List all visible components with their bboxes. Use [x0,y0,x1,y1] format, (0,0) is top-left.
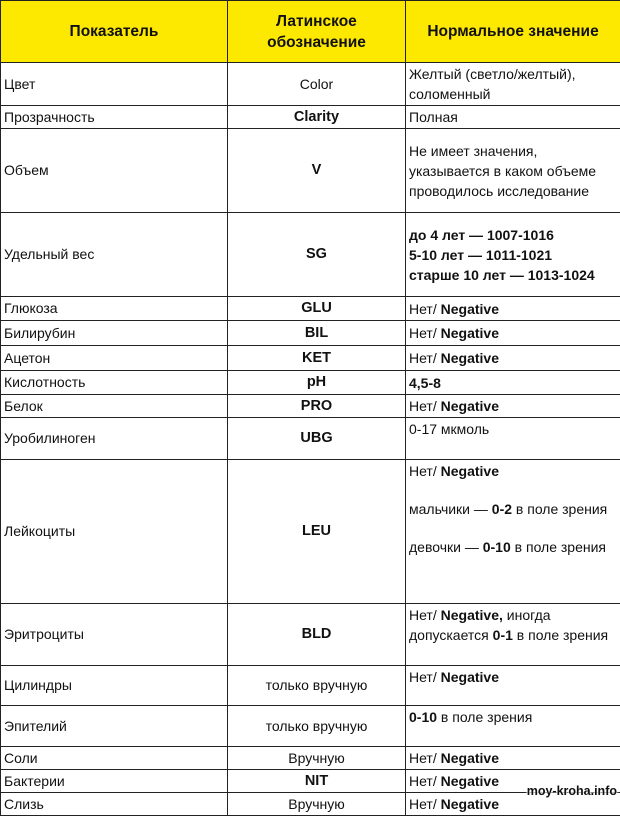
normal-mid: иногда допускается [409,607,551,643]
header-indicator: Показатель [1,1,228,63]
row-name: Лейкоциты [1,460,228,604]
row-normal [406,297,620,321]
row-name: Кислотность [1,371,228,395]
table-row [1,63,620,106]
table-row [1,666,620,706]
row-latin: только вручную [228,706,406,747]
girls-value: 0-10 [483,539,511,555]
row-normal [406,321,620,346]
row-latin: UBG [228,418,406,460]
row-name: Эпителий [1,706,228,747]
row-latin: только вручную [228,666,406,706]
normal-value: Negative, [441,607,503,623]
normal-prefix: Нет/ [409,773,437,789]
row-latin: BLD [228,604,406,666]
row-normal [406,747,620,770]
row-latin: BIL [228,321,406,346]
header-latin: Латинское обозначение [228,1,406,63]
table-row [1,297,620,321]
normal-prefix: Нет/ [409,607,437,623]
normal-value: Negative [441,463,499,479]
table-row [1,371,620,395]
normal-prefix: Нет/ [409,350,437,366]
normal-prefix: Нет/ [409,398,437,414]
boys-suffix: в поле зрения [512,501,607,517]
row-name: Прозрачность [1,106,228,129]
normal-prefix: Нет/ [409,463,437,479]
row-normal [406,213,620,297]
row-name: Белок [1,395,228,418]
row-latin: SG [228,213,406,297]
normal-value: Negative [441,669,499,685]
row-name: Соли [1,747,228,770]
normal-value-2: 0-1 [493,627,513,643]
row-normal [406,666,620,706]
row-latin: V [228,129,406,213]
row-latin: LEU [228,460,406,604]
normal-value: Negative [441,796,499,812]
normal-prefix: Нет/ [409,750,437,766]
header-normal: Нормальное значение [406,1,620,63]
normal-value: Negative [441,350,499,366]
row-name: Удельный вес [1,213,228,297]
normal-prefix: Нет/ [409,669,437,685]
row-name: Слизь [1,793,228,816]
normal-value: Negative [441,325,499,341]
row-normal: 0-17 мкмоль [406,418,620,460]
table-row [1,706,620,747]
row-name: Бактерии [1,770,228,793]
row-normal [406,395,620,418]
normal-value: 0-10 [409,709,437,725]
row-latin: Вручную [228,793,406,816]
row-latin: Color [228,63,406,106]
row-latin: NIT [228,770,406,793]
row-latin: Вручную [228,747,406,770]
table-row [1,604,620,666]
row-normal: Полная [406,106,620,129]
row-name: Глюкоза [1,297,228,321]
row-normal [406,604,620,666]
row-normal: 4,5-8 [406,371,620,395]
normal-suffix: в поле зрения [437,709,532,725]
normal-prefix: Нет/ [409,796,437,812]
normal-value: Negative [441,750,499,766]
row-latin: pH [228,371,406,395]
row-latin: GLU [228,297,406,321]
boys-label: мальчики — [409,501,492,517]
table-row [1,106,620,129]
boys-value: 0-2 [492,501,512,517]
row-name: Цвет [1,63,228,106]
row-normal [406,460,620,604]
table-header-row [1,1,620,63]
row-latin: PRO [228,395,406,418]
row-name: Объем [1,129,228,213]
row-normal: Желтый (светло/желтый), соломенный [406,63,620,106]
normal-suffix: в поле зрения [513,627,608,643]
row-name: Эритроциты [1,604,228,666]
sg-line: до 4 лет — 1007-1016 [409,227,554,243]
normal-value: Negative [441,398,499,414]
row-name: Уробилиноген [1,418,228,460]
table-row [1,213,620,297]
normal-prefix: Нет/ [409,325,437,341]
watermark: moy-kroha.info [527,784,617,798]
normal-value: Negative [441,301,499,317]
normal-prefix: Нет/ [409,301,437,317]
table-row [1,747,620,770]
row-normal: Не имеет значения, указывается в каком объеме проводилось исследование [406,129,620,213]
row-name: Цилиндры [1,666,228,706]
row-normal [406,346,620,371]
table-row [1,129,620,213]
girls-suffix: в поле зрения [511,539,606,555]
row-name: Билирубин [1,321,228,346]
row-latin: Clarity [228,106,406,129]
table-row [1,460,620,604]
girls-label: девочки — [409,539,483,555]
table-row [1,346,620,371]
table-row [1,395,620,418]
table-row [1,418,620,460]
sg-line: 5-10 лет — 1011-1021 [409,247,552,263]
normal-value: Negative [441,773,499,789]
row-normal [406,706,620,747]
sg-line: старше 10 лет — 1013-1024 [409,267,595,283]
table-row [1,321,620,346]
row-latin: KET [228,346,406,371]
row-name: Ацетон [1,346,228,371]
